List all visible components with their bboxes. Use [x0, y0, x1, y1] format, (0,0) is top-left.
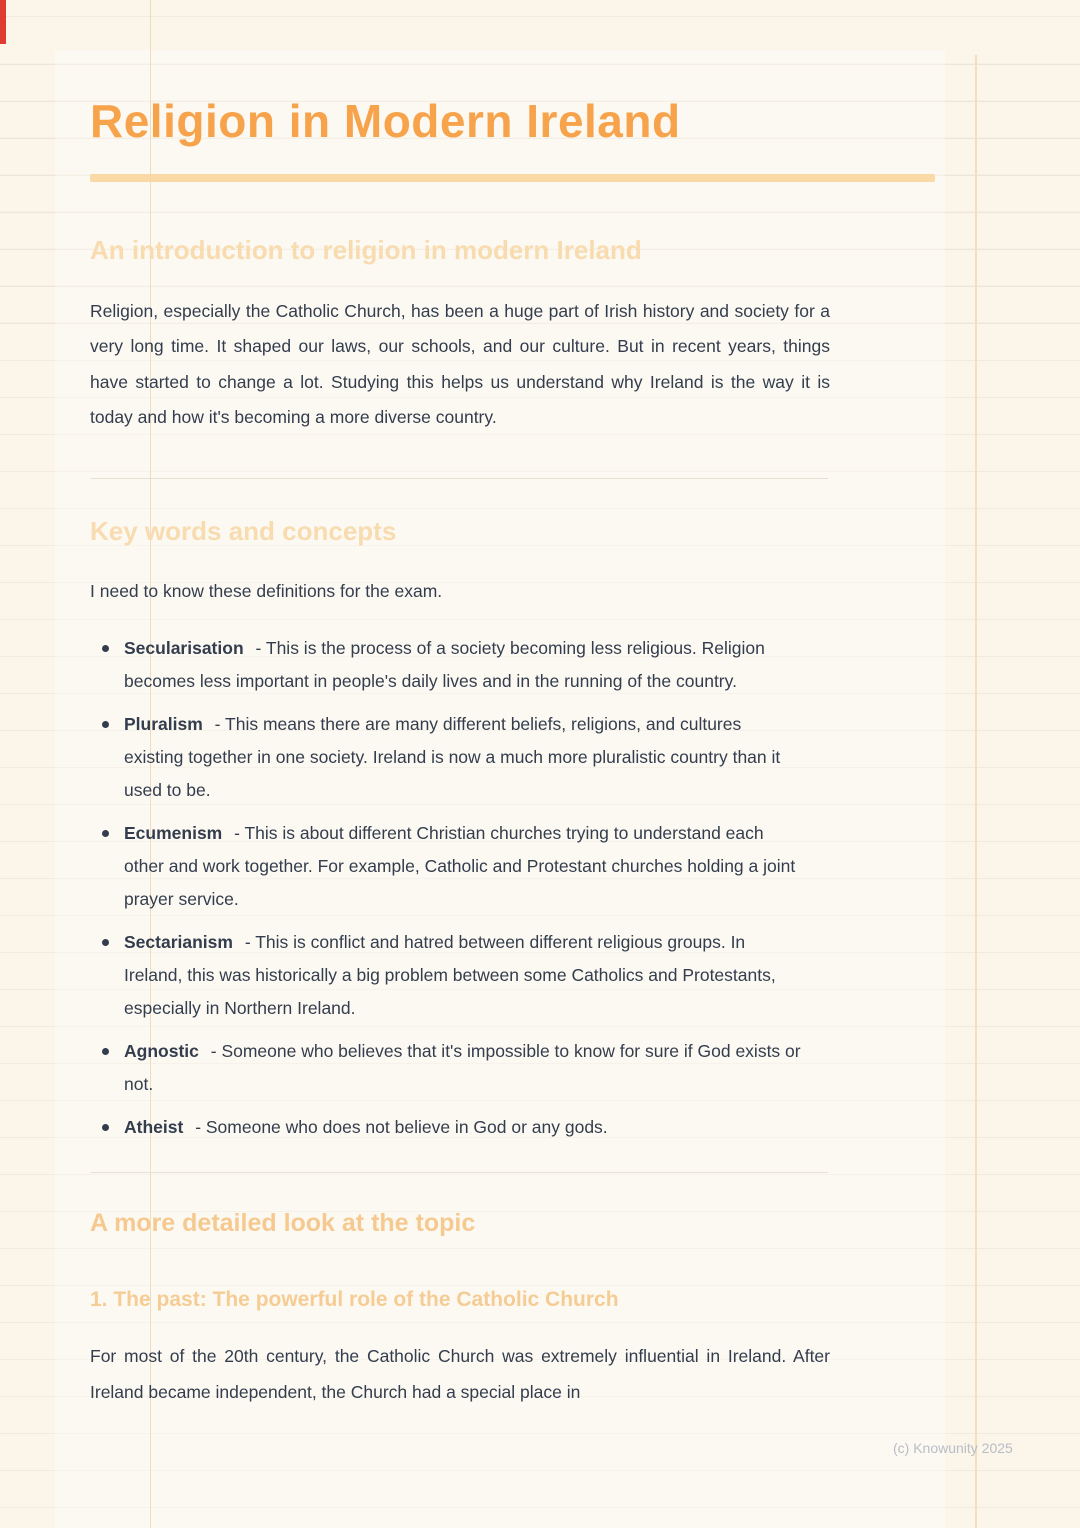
watermark-text: (c) Knowunity 2025 — [893, 1440, 1013, 1456]
page-title: Religion in Modern Ireland — [90, 95, 681, 147]
title-underline-bar — [90, 174, 935, 182]
bullet-icon — [102, 1048, 109, 1055]
keyword-definition-list — [90, 632, 802, 1144]
keyword-term: Pluralism — [124, 714, 203, 735]
detail-paragraph: For most of the 20th century, the Catholic Church was extremely influential in Ireland. After Ireland became independent, the Church had a special place in — [90, 1346, 830, 1402]
subsection-heading-catholic-church: 1. The past: The powerful role of the Catholic Church — [90, 1287, 619, 1311]
bullet-icon — [102, 830, 109, 837]
intro-paragraph: Religion, especially the Catholic Church, has been a huge part of Irish history and society for a very long time. It shaped our laws, our schools, and our culture. But in recent years, things have started to change a lot. Studying this helps us understand why Ireland is the way it is today and how it's becoming a more diverse country. — [90, 300, 830, 428]
keyword-definition: - This means there are many different beliefs, religions, and cultures existing together in one society. Ireland is now a much more pluralistic country than it used to be. — [124, 714, 781, 801]
list-item-secularisation — [90, 632, 802, 698]
bullet-icon — [102, 645, 109, 652]
keyword-definition: - Someone who believes that it's impossible to know for sure if God exists or not. — [124, 1041, 801, 1095]
bullet-icon — [102, 939, 109, 946]
keyword-term: Secularisation — [124, 638, 244, 659]
keyword-term: Agnostic — [124, 1041, 199, 1062]
notebook-margin-line-right — [975, 55, 977, 1528]
section-divider — [90, 478, 828, 479]
keyword-definition: - This is conflict and hatred between different religious groups. In Ireland, this was historically a big problem between some Catholics and Protestants, especially in Northern Ireland. — [124, 932, 776, 1019]
keyword-term: Atheist — [124, 1117, 184, 1138]
section-heading-introduction: An introduction to religion in modern Ireland — [90, 234, 642, 265]
bullet-icon — [102, 1124, 109, 1131]
keyword-definition: - This is about different Christian churches trying to understand each other and work together. For example, Catholic and Protestant churches holding a joint prayer service. — [124, 823, 796, 910]
section-heading-detail: A more detailed look at the topic — [90, 1209, 476, 1238]
corner-mark — [0, 0, 6, 44]
keyword-definition: - This is the process of a society becoming less religious. Religion becomes less important in people's daily lives and in the running of the country. — [124, 638, 765, 692]
list-item-atheist — [90, 1111, 802, 1144]
bullet-icon — [102, 721, 109, 728]
document-content — [90, 0, 938, 1410]
section-divider — [90, 1172, 828, 1173]
keyword-term: Sectarianism — [124, 932, 233, 953]
list-item-agnostic — [90, 1035, 802, 1101]
section-heading-keywords: Key words and concepts — [90, 515, 397, 546]
keywords-lead-text: I need to know these definitions for the exam. — [90, 581, 443, 602]
keyword-definition: - Someone who does not believe in God or any gods. — [195, 1117, 608, 1138]
list-item-pluralism — [90, 708, 802, 807]
list-item-ecumenism — [90, 817, 802, 916]
list-item-sectarianism — [90, 926, 802, 1025]
keyword-term: Ecumenism — [124, 823, 223, 844]
